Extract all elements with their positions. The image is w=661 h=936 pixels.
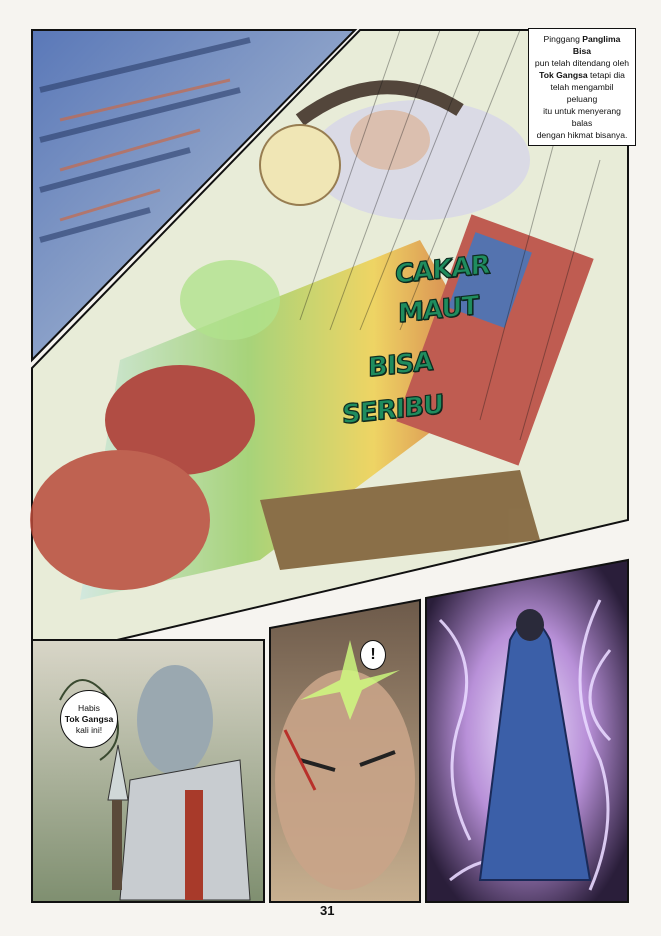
caption-text: pun telah ditendang oleh <box>534 58 630 68</box>
caption-text: itu untuk menyerang balas <box>543 106 621 128</box>
sfx-seribu: SERIBU <box>342 389 444 431</box>
sfx-cakar: CAKAR <box>395 250 490 290</box>
sfx-bisa: BISA <box>368 346 433 384</box>
bubble-name: Tok Gangsa <box>64 713 114 724</box>
caption-text: telah mengambil peluang <box>550 82 614 104</box>
caption-name-tok-gangsa: Tok Gangsa <box>539 70 588 80</box>
caption-text: tetapi dia <box>587 70 625 80</box>
bubble-text: Habis <box>78 702 100 713</box>
speech-bubble <box>60 690 118 748</box>
sfx-maut: MAUT <box>398 290 479 330</box>
page-number: 31 <box>320 903 335 918</box>
exclamation-bubble: ! <box>360 640 386 670</box>
caption-name-panglima: Panglima Bisa <box>572 34 621 56</box>
caption-text: dengan hikmat bisanya. <box>536 130 628 140</box>
caption-text: Pinggang <box>543 34 583 44</box>
bubble-text: kali ini! <box>75 724 103 735</box>
narration-caption <box>528 28 636 146</box>
